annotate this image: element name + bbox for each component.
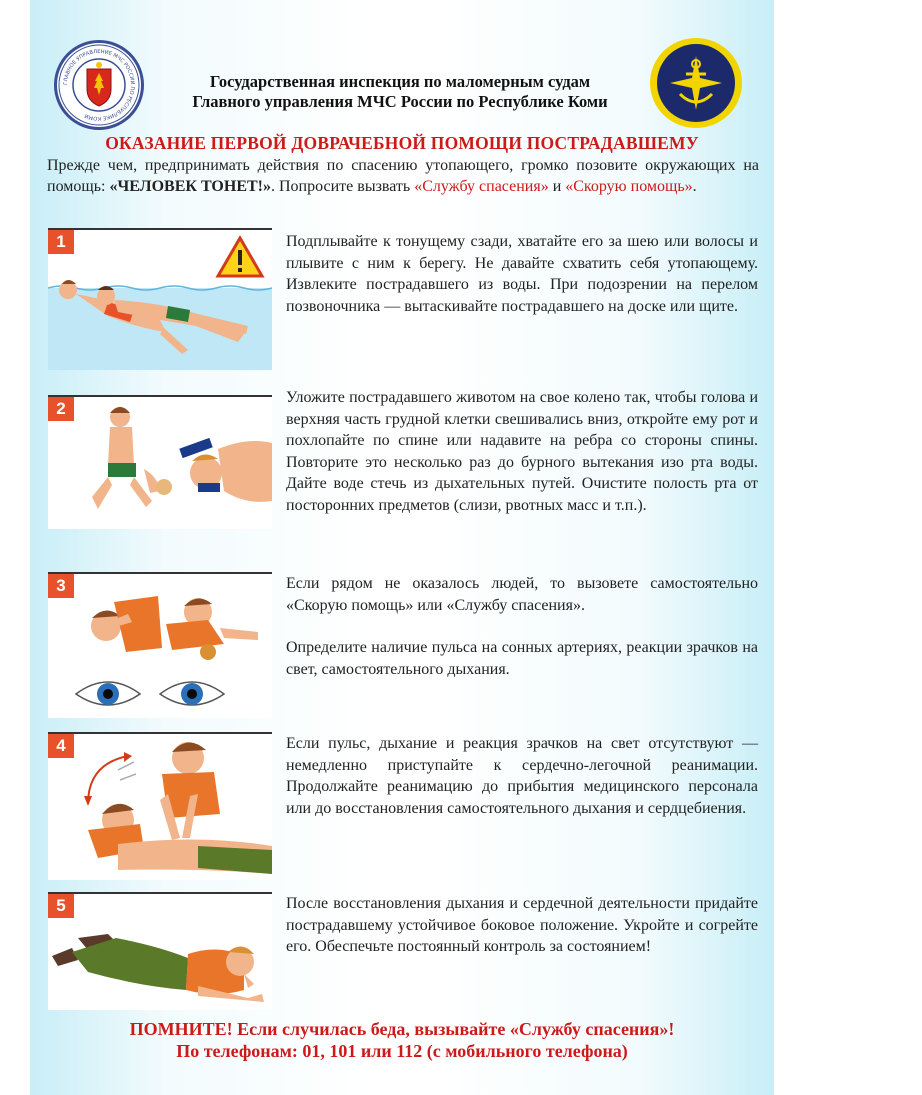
intro-shout: «ЧЕЛОВЕК ТОНЕТ!» [109,178,271,195]
footer-line-1: ПОМНИТЕ! Если случилась беда, вызывайте «Службу спасения»! [129,1019,675,1039]
footer-notice [30,1018,774,1062]
intro-text-3: и [548,178,566,195]
intro-rescue-service: «Службу спасения» [414,178,549,195]
step-5-text: После восстановления дыхания и сердечной деятельности придайте пострадавшему устойчивое боковое положение. Укройте и согрейте его. Обеспечьте постоянный контроль за состоянием! [286,895,758,955]
step-4-illustration [48,732,272,880]
step-2-illustration [48,395,272,529]
step-2-text: Уложите пострадавшего животом на свое колено так, чтобы голова и верхняя часть грудной клетки свешивались вниз, откройте ему рот и похлопайте по спине или надавите на ребра со стороны спины. Повторите это несколько раз до бурного вытекания изо рта воды. Дайте воде стечь из дыхательных путей. Очистите полость рта от посторонних предметов (слизи, рвотных масс и т.п.). [286,389,758,514]
step-4-badge: 4 [48,734,74,758]
step-3-spacer [286,616,758,637]
step-1-badge: 1 [48,230,74,254]
intro-paragraph [47,155,759,197]
step-4-text: Если пульс, дыхание и реакция зрачков на свет отсутствуют — немедленно приступайте к сердечно-легочной реанимации. Продолжайте реанимацию до прибытия медицинского персонала или до восстановления самостоятельного дыхания и сердцебиения. [286,735,758,817]
step-1-text: Подплывайте к тонущему сзади, хватайте его за шею или волосы и плывите с ним к берегу. Не давайте схватить себя утопающему. Извлеките пострадавшего из воды. При подозрении на перелом позвоночника — вытаскивайте пострадавшего на доске или щите. [286,233,758,315]
intro-text-2: . Попросите вызвать [271,178,415,195]
step-3-text [286,573,758,680]
page-title: ОКАЗАНИЕ ПЕРВОЙ ДОВРАЧЕБНОЙ ПОМОЩИ ПОСТРАДАВШЕМУ [105,133,699,153]
step-3-text-2: Определите наличие пульса на сонных артериях, реакции зрачков на свет, самостоятельного дыхания. [286,639,758,678]
emblem-ring-text: ГЛАВНОЕ УПРАВЛЕНИЕ МЧС РОССИИ ПО РЕСПУБЛИКЕ КОМИ [62,48,136,122]
step-5-badge: 5 [48,894,74,918]
anchor-emblem [650,38,742,128]
step-3-badge: 3 [48,574,74,598]
step-2-badge: 2 [48,397,74,421]
agency-line-1: Государственная инспекция по маломерным судам [209,72,591,91]
step-3-illustration [48,572,272,718]
footer-line-2: По телефонам: 01, 101 или 112 (с мобильного телефона) [176,1041,628,1061]
poster [30,0,774,1095]
intro-text-1: Прежде чем, предпринимать действия по спасению утопающего, громко позовите окружающих на помощь: [47,157,759,195]
step-3-text-1: Если рядом не оказалось людей, то вызовете самостоятельно «Скорую помощь» или «Службу спасения». [286,575,758,614]
warning-sign-icon [218,238,262,276]
agency-line-2: Главного управления МЧС России по Республике Коми [192,92,608,111]
agency-header [150,72,650,112]
step-1-illustration [48,228,272,370]
intro-text-4: . [692,178,697,195]
intro-ambulance: «Скорую помощь» [565,178,693,195]
mchs-komi-emblem [54,40,144,130]
step-5-illustration [48,892,272,1010]
